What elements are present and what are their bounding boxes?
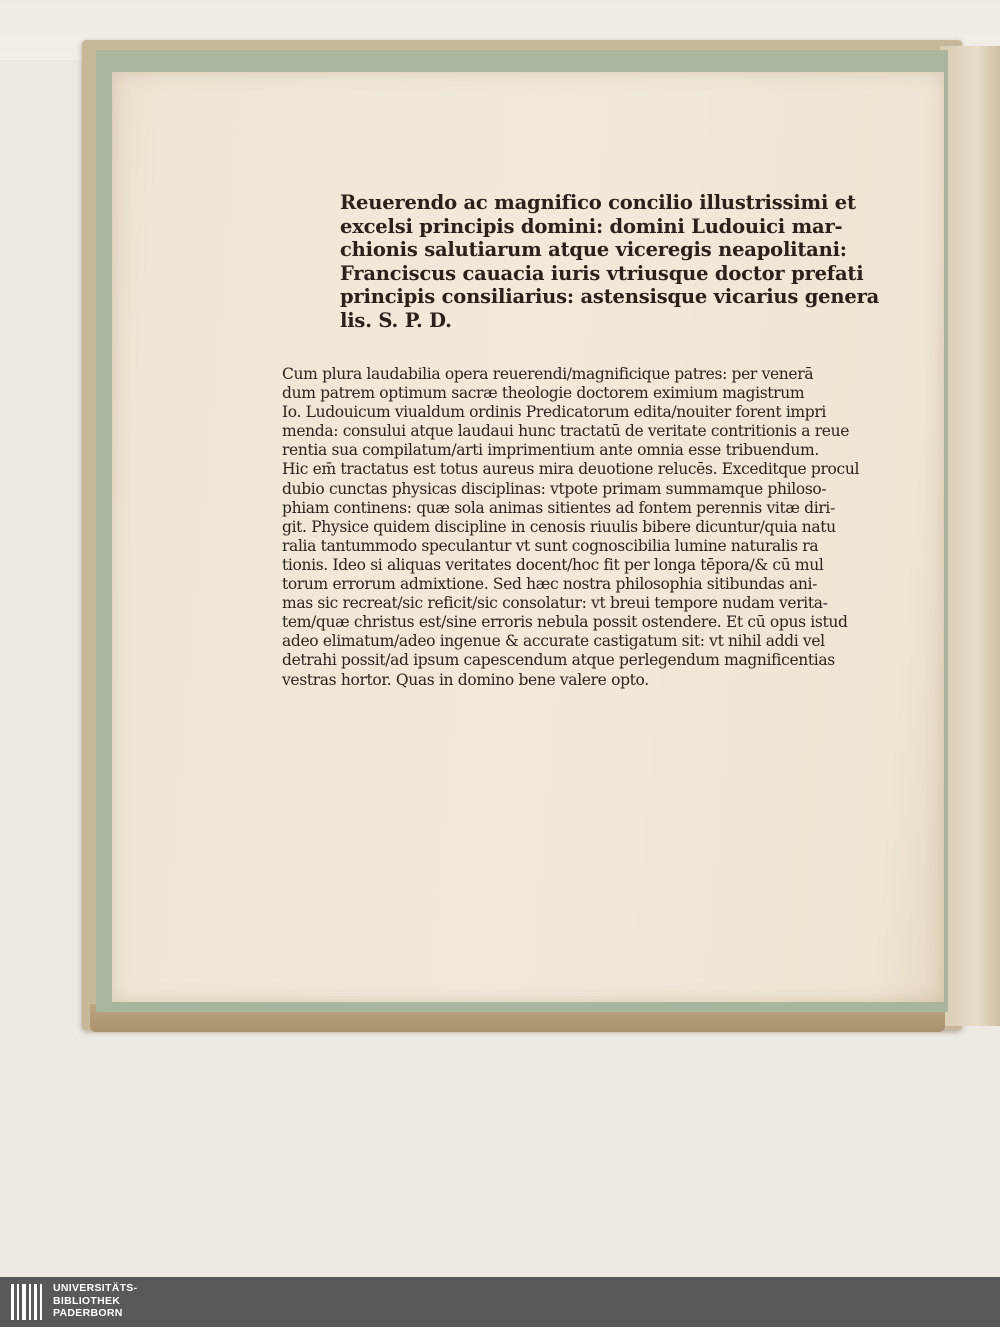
body-line: phiam continens: quæ sola animas sitientes ad fontem perennis vitæ diri- [282,498,835,517]
body-line: adeo elimatum/adeo ingenue & accurate castigatum sit: vt nihil addi vel [282,632,825,651]
body-line: torum errorum admixtione. Sed hæc nostra philosophia sitibundas ani- [282,575,817,594]
heading-line: chionis salutiarum atque viceregis neapolitani: [340,238,847,261]
book-spine-edge [940,46,1000,1026]
logo-line: PADERBORN [53,1307,123,1319]
body-line: menda: consului atque laudaui hunc tractatū de veritate contritionis a reue [282,422,850,441]
body-line: Hic em̄ tractatus est totus aureus mira deuotione relucēs. Exceditque procul [282,460,860,479]
library-logo-text [53,1282,137,1320]
body-line: mas sic recreat/sic reficit/sic consolatur: vt breui tempore nudam verita- [282,594,828,613]
heading-line: excelsi principis domini: domini Ludouici mar- [340,214,843,238]
body-line: Io. Ludouicum viualdum ordinis Predicatorum edita/nouiter forent impri [282,403,827,422]
body-line: git. Physice quidem discipline in cenosis riuulis bibere dicuntur/quia natu [282,517,836,536]
body-line: dubio cunctas physicas disciplinas: vtpote primam summamque philoso- [282,479,827,498]
library-bars-icon [10,1282,44,1322]
body-line: detrahi possit/ad ipsum capescendum atque perlegendum magnificentias [282,651,835,670]
dedication-heading [340,191,880,332]
body-line: ralia tantummodo speculantur vt sunt cognoscibilia lumine naturalis ra [282,536,819,555]
body-line: vestras hortor. Quas in domino bene valere opto. [282,670,649,689]
logo-line: BIBLIOTHEK [53,1294,121,1307]
heading-line: lis. S. P. D. [340,308,452,332]
heading-line: Reuerendo ac magnifico concilio illustrissimi et [340,191,856,214]
body-line: Cum plura laudabilia opera reuerendi/magnificique patres: per venerā [282,365,814,383]
heading-line: Franciscus cauacia iuris vtriusque doctor prefati [340,261,864,285]
body-line: rentia sua compilatum/arti imprimentium ante omnia esse tribuendum. [282,441,819,460]
logo-line: UNIVERSITÄTS- [53,1282,138,1294]
body-line: tem/quæ christus est/sine erroris nebula possit ostendere. Et cū opus istud [282,613,848,632]
dedication-body [282,365,882,690]
heading-line: principis consiliarius: astensisque vicarius genera [340,285,880,308]
body-line: tionis. Ideo si aliquas veritates docent/hoc fit per longa tēpora/& cū mul [282,555,824,574]
footer-bar [0,1277,1000,1327]
body-line: dum patrem optimum sacræ theologie doctorem eximium magistrum [282,384,805,403]
